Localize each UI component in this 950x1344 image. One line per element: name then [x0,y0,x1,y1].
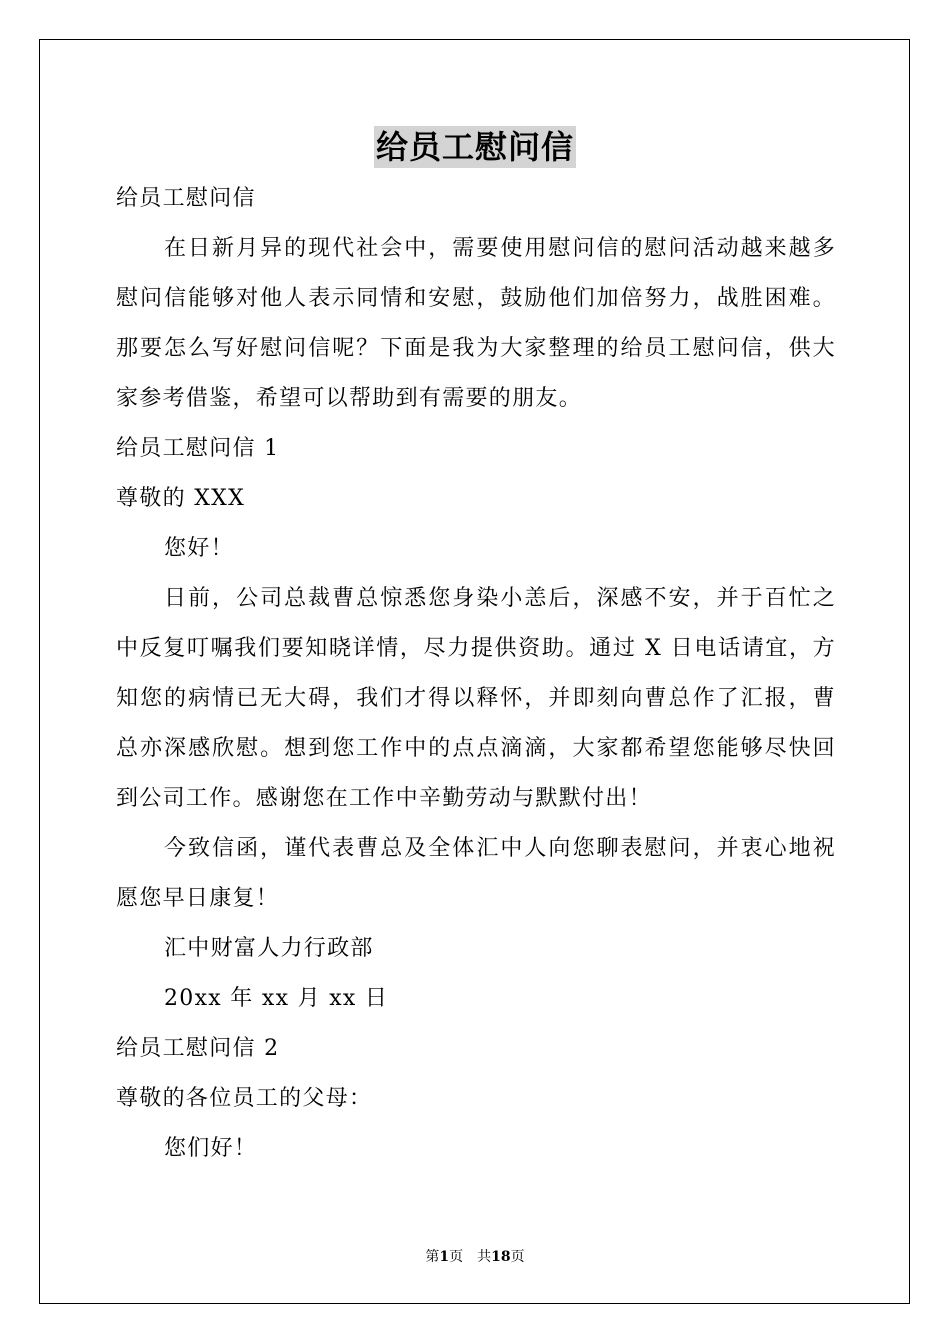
paragraph-line: 总亦深感欣慰。想到您工作中的点点滴滴，大家都希望您能够尽快回 [116,736,836,761]
total-prefix: 共 [477,1249,492,1265]
total-pages: 18 [491,1249,511,1265]
document-body [116,174,836,1174]
section-heading: 给员工慰问信 2 [116,1036,280,1061]
paragraph-line: 慰问信能够对他人表示同情和安慰，鼓励他们加倍努力，战胜困难。 [116,286,836,311]
paragraph-line: 日前，公司总裁曹总惊悉您身染小恙后，深感不安，并于百忙之 [164,586,836,611]
paragraph-line: 愿您早日康复！ [116,886,280,911]
heading-line: 给员工慰问信 [116,186,256,211]
page-prefix: 第 [425,1249,440,1265]
paragraph-line: 那要怎么写好慰问信呢？下面是我为大家整理的给员工慰问信，供大 [116,336,836,361]
paragraph-line: 在日新月异的现代社会中，需要使用慰问信的慰问活动越来越多 [164,236,836,261]
paragraph-line: 到公司工作。感谢您在工作中辛勤劳动与默默付出！ [116,786,652,811]
paragraph-line: 今致信函，谨代表曹总及全体汇中人向您聊表慰问，并衷心地祝 [164,836,836,861]
section-heading: 给员工慰问信 1 [116,436,280,461]
total-suffix: 页 [510,1249,525,1265]
page-number: 1 [439,1249,450,1265]
salutation: 尊敬的 XXX [116,486,246,511]
paragraph-line: 家参考借鉴，希望可以帮助到有需要的朋友。 [116,386,583,411]
greeting: 您们好！ [164,1136,258,1161]
signature-date: 20xx 年 xx 月 xx 日 [164,986,389,1011]
paragraph-line: 知您的病情已无大碍，我们才得以释怀，并即刻向曹总作了汇报，曹 [116,686,836,711]
document-title: 给员工慰问信 [375,128,574,166]
greeting: 您好！ [164,536,234,561]
salutation: 尊敬的各位员工的父母： [116,1086,373,1111]
page-footer [0,1248,950,1266]
signature-department: 汇中财富人力行政部 [164,936,374,961]
title-container [0,126,950,168]
paragraph-line: 中反复叮嘱我们要知晓详情，尽力提供资助。通过 X 日电话请宜，方 [116,636,836,661]
page-suffix: 页 [449,1249,464,1265]
